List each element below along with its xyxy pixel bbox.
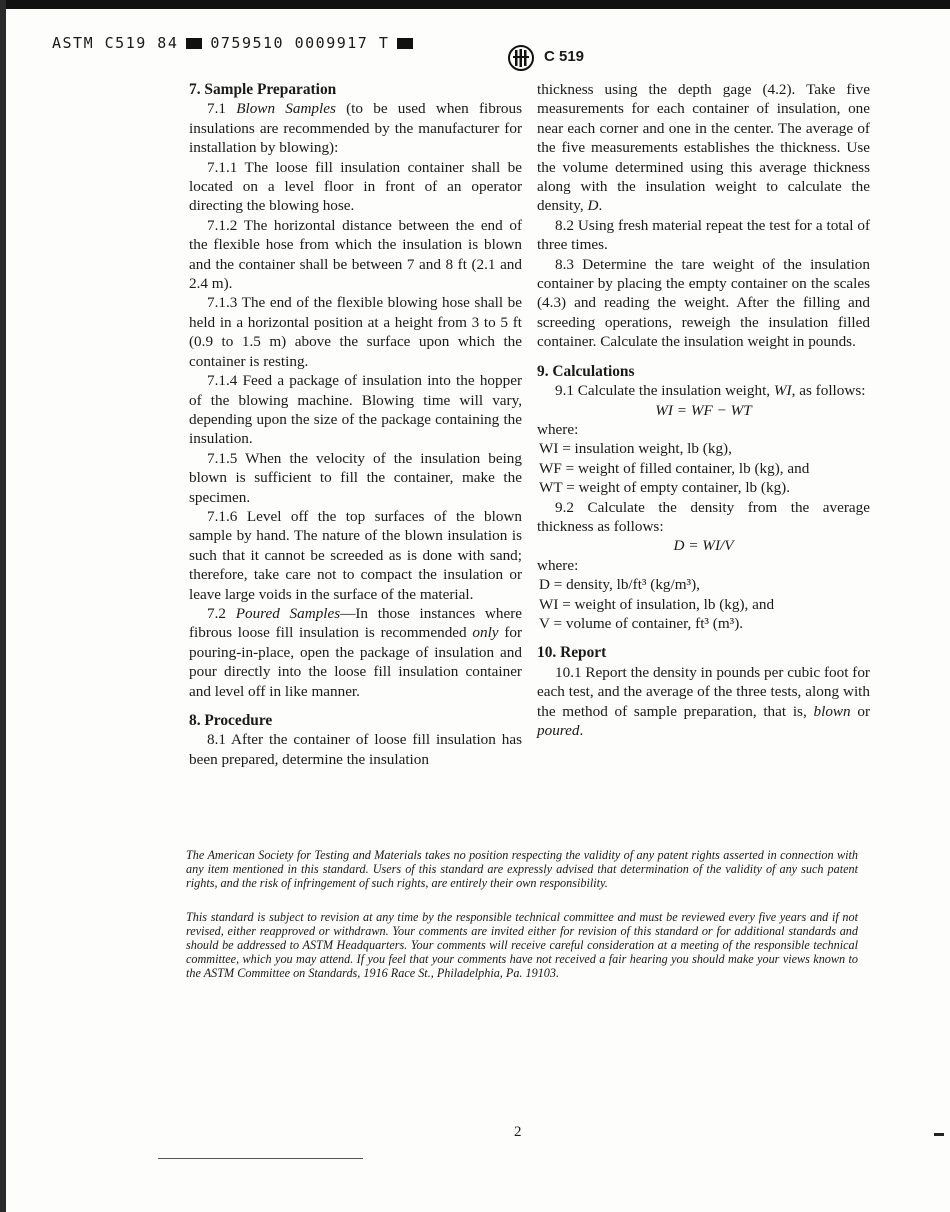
revision-footnote: This standard is subject to revision at any time by the responsible technical committee and must be reviewed every five years and if not revised, either reapproved or withdrawn. Your comments are invited either for revision of this standard or for additional standards and should be addressed to ASTM Headquarters. Your comments will receive careful consideration at a meeting of the responsible technical committee, which you may attend. If you feel that your comments have not received a fair hearing you should make your views known to the ASTM Committee on Standards, 1916 Race St., Philadelphia, Pa. 19103. bbox=[186, 910, 858, 980]
paragraph: 7.1.2 The horizontal distance between the end of the flexible hose from which the insulation is blown and the container shall be between 7 and 8 ft (2.1 and 2.4 m). bbox=[189, 216, 522, 293]
paragraph: 7.1.5 When the velocity of the insulation being blown is sufficient to fill the container, make the specimen. bbox=[189, 449, 522, 506]
section-title: 8. Procedure bbox=[189, 712, 273, 729]
section-title: 7. Sample Preparation bbox=[189, 81, 337, 98]
where-label: where: bbox=[537, 420, 579, 438]
equation: D = WI/V bbox=[673, 537, 734, 555]
document-code: ASTM C519 84 bbox=[52, 34, 179, 52]
paragraph: 8.3 Determine the tare weight of the insulation container by placing the empty container on the scales (4.3) and reading the weight. After the filling and screeding operations, reweigh the insulation filled container. Calculate the insulation weight in pounds. bbox=[537, 255, 870, 351]
left-column bbox=[189, 80, 522, 769]
redaction-block bbox=[186, 38, 202, 49]
paragraph: 10.1 Report the density in pounds per cubic foot for each test, and the average of the three tests, along with the method of sample preparation, that is, blown or poured. bbox=[537, 663, 871, 739]
paragraph: thickness using the depth gage (4.2). Take five measurements for each container of insulation, one near each corner and one in the center. The average of the five measurements establishes the thickness. Use the volume determined using this average thickness along with the insulation weight to calculate the density, D. bbox=[537, 81, 870, 215]
right-column bbox=[537, 80, 870, 740]
paragraph: 7.1.6 Level off the top surfaces of the blown sample by hand. The nature of the blown insulation is such that it cannot be screeded as is done with sand; therefore, take care not to compact the insulation or leave large voids in the surface of the material. bbox=[189, 507, 522, 603]
scan-mark bbox=[934, 1133, 944, 1136]
document-code-header bbox=[52, 34, 413, 52]
definition: D = density, lb/ft³ (kg/m³), bbox=[539, 576, 700, 594]
paragraph: 7.1 Blown Samples (to be used when fibrous insulations are recommended by the manufacturer for installation by blowing): bbox=[189, 100, 523, 157]
definition: V = volume of container, ft³ (m³). bbox=[539, 614, 744, 632]
definition: WF = weight of filled container, lb (kg), and bbox=[539, 459, 810, 477]
paragraph: 7.1.3 The end of the flexible blowing hose shall be held in a horizontal position at a height from 3 to 5 ft (0.9 to 1.5 m) above the surface upon which the container is resting. bbox=[189, 294, 522, 370]
paragraph: 7.1.1 The loose fill insulation container shall be located on a level floor in front of an operator directing the blowing hose. bbox=[189, 158, 522, 215]
section-title: 10. Report bbox=[537, 644, 607, 662]
paragraph: 7.1.4 Feed a package of insulation into the hopper of the blowing machine. Blowing time will vary, depending upon the size of the package containing the insulation. bbox=[189, 372, 522, 448]
document-code-numbers: 0759510 0009917 T bbox=[210, 34, 390, 52]
where-label: where: bbox=[537, 556, 579, 574]
paragraph: 8.1 After the container of loose fill insulation has been prepared, determine the insulation bbox=[189, 731, 522, 768]
footer-rule bbox=[158, 1158, 363, 1159]
equation: WI = WF − WT bbox=[655, 401, 752, 419]
document-number: C 519 bbox=[544, 48, 585, 65]
definition: WI = insulation weight, lb (kg), bbox=[539, 440, 732, 458]
page-number: 2 bbox=[514, 1124, 522, 1140]
scan-left-edge bbox=[0, 0, 6, 1212]
paragraph: 9.2 Calculate the density from the average thickness as follows: bbox=[537, 498, 870, 535]
redaction-block bbox=[397, 38, 413, 49]
patent-footnote: The American Society for Testing and Materials takes no position respecting the validity of any patent rights asserted in connection with any item mentioned in this standard. Users of this standard are expressly advised that determination of the validity of any such patent rights, and the risk of infringement of such rights, are entirely their own responsibility. bbox=[186, 848, 858, 890]
paragraph: 8.2 Using fresh material repeat the test for a total of three times. bbox=[537, 216, 870, 254]
astm-logo-icon bbox=[507, 44, 535, 77]
scan-top-border bbox=[0, 0, 950, 9]
section-title: 9. Calculations bbox=[537, 362, 635, 380]
paragraph: 9.1 Calculate the insulation weight, WI, as follows: bbox=[555, 382, 866, 400]
definition: WT = weight of empty container, lb (kg). bbox=[539, 479, 791, 497]
definition: WI = weight of insulation, lb (kg), and bbox=[539, 595, 775, 613]
paragraph: 7.2 Poured Samples—In those instances where fibrous loose fill insulation is recommended only for pouring-in-place, open the package of insulation and pour directly into the loose fill insulation container and level off in like manner. bbox=[189, 604, 523, 700]
